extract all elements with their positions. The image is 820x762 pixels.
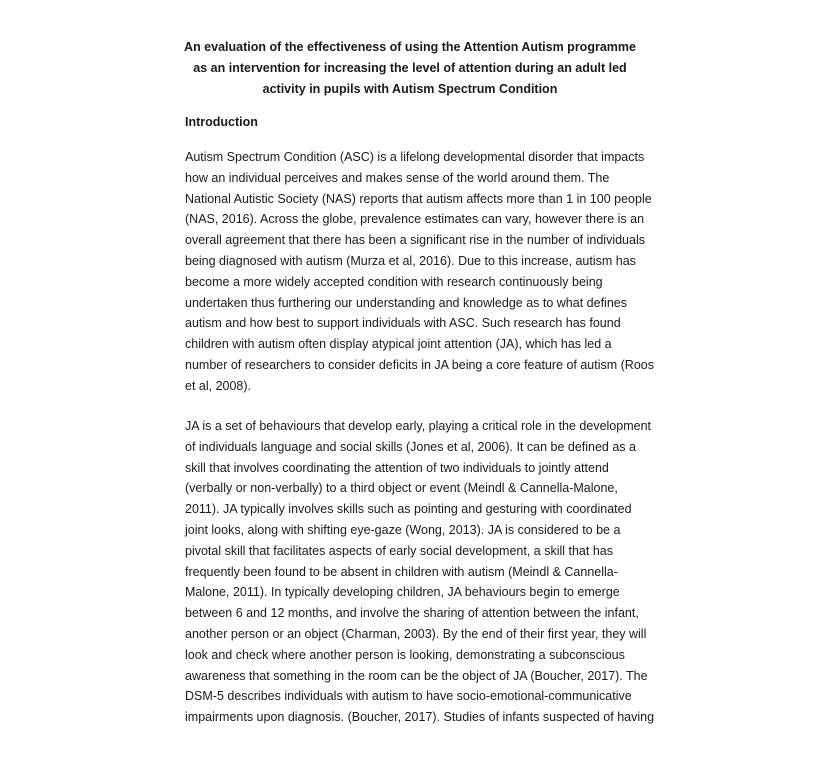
paragraph-line: how an individual perceives and makes sense of the world around them. The xyxy=(185,170,610,185)
paragraph-line: frequently been found to be absent in children with autism (Meindl & Cannella- xyxy=(185,564,618,579)
paragraph-line: autism and how best to support individuals with ASC. Such research has found xyxy=(185,316,621,331)
paragraph-line: (NAS, 2016). Across the globe, prevalence estimates can vary, however there is an xyxy=(185,212,645,227)
paragraph-line: being diagnosed with autism (Murza et al, 2016). Due to this increase, autism has xyxy=(185,253,636,268)
paragraph-line: impairments upon diagnosis. (Boucher, 2017). Studies of infants suspected of having xyxy=(185,710,655,725)
paragraph-line: pivotal skill that facilitates aspects of early social development, a skill that has xyxy=(185,543,613,558)
paper-title-line: activity in pupils with Autism Spectrum Condition xyxy=(262,82,558,96)
paragraph-1 xyxy=(185,147,654,397)
paragraph-line: between 6 and 12 months, and involve the sharing of attention between the infant, xyxy=(185,606,639,621)
paragraph-line: of individuals language and social skills (Jones et al, 2006). It can be defined as a xyxy=(185,439,636,454)
paragraph-line: joint looks, along with shifting eye-gaze (Wong, 2013). JA is considered to be a xyxy=(185,522,621,537)
paragraph-line: JA is a set of behaviours that develop early, playing a critical role in the development xyxy=(185,419,652,433)
section-heading-introduction: Introduction xyxy=(185,115,258,129)
paragraph-line: DSM-5 describes individuals with autism to have socio-emotional-communicative xyxy=(185,689,632,704)
paragraph-line: Autism Spectrum Condition (ASC) is a lifelong developmental disorder that impacts xyxy=(185,150,645,164)
paragraph-line: Malone, 2011). In typically developing children, JA behaviours begin to emerge xyxy=(185,585,620,600)
paper-title-line: as an intervention for increasing the level of attention during an adult led xyxy=(193,61,627,75)
paragraph-line: children with autism often display atypical joint attention (JA), which has led a xyxy=(185,337,612,352)
paragraph-line: overall agreement that there has been a significant rise in the number of individuals xyxy=(185,233,645,248)
paragraph-line: et al, 2008). xyxy=(185,378,252,393)
paragraph-line: number of researchers to consider deficits in JA being a core feature of autism (Roos xyxy=(185,357,654,372)
paragraph-2 xyxy=(185,416,655,728)
paper-title xyxy=(150,37,670,100)
paragraph-line: undertaken thus furthering our understanding and knowledge as to what defines xyxy=(185,295,627,310)
paragraph-line: become a more widely accepted condition with research continuously being xyxy=(185,274,603,289)
paragraph-line: look and check where another person is looking, demonstrating a subconscious xyxy=(185,647,625,662)
paragraph-line: National Autistic Society (NAS) reports that autism affects more than 1 in 100 people xyxy=(185,191,652,206)
paper-title-line: An evaluation of the effectiveness of using the Attention Autism programme xyxy=(184,40,636,54)
paragraph-line: skill that involves coordinating the attention of two individuals to jointly attend xyxy=(185,460,609,475)
paragraph-line: another person or an object (Charman, 2003). By the end of their first year, they will xyxy=(185,626,647,641)
paragraph-line: awareness that something in the room can be the object of JA (Boucher, 2017). The xyxy=(185,668,648,683)
paragraph-line: (verbally or non-verbally) to a third object or event (Meindl & Cannella-Malone, xyxy=(185,481,618,496)
paragraph-line: 2011). JA typically involves skills such as pointing and gesturing with coordinated xyxy=(185,502,632,517)
